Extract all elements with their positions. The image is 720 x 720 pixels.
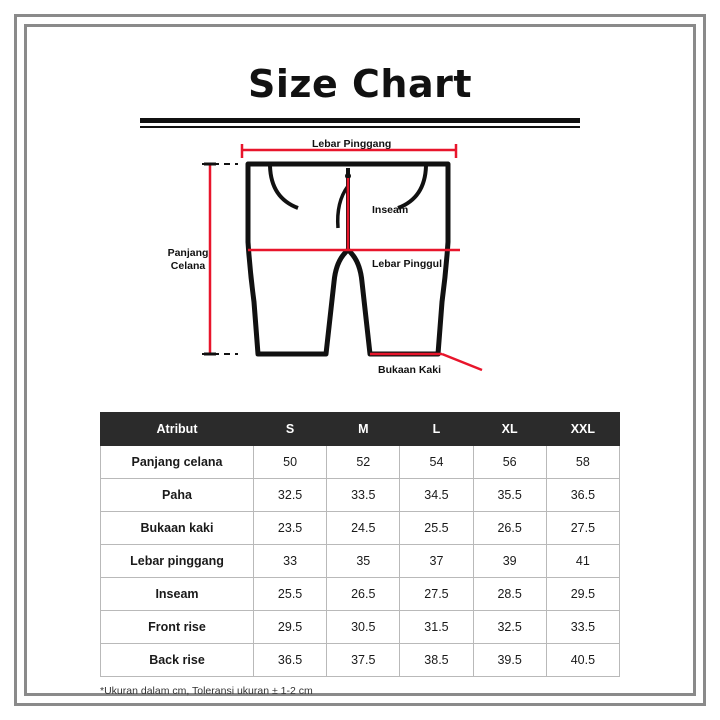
- cell-m: 24.5: [327, 512, 400, 545]
- column-header-m: M: [327, 413, 400, 446]
- column-header-xl: XL: [473, 413, 546, 446]
- leg-opening-leader: [442, 354, 482, 370]
- size-table: [100, 412, 620, 677]
- table-row: [101, 446, 620, 479]
- table-row: [101, 479, 620, 512]
- cell-xl: 32.5: [473, 611, 546, 644]
- row-label: Paha: [101, 479, 254, 512]
- cell-m: 30.5: [327, 611, 400, 644]
- cell-s: 50: [254, 446, 327, 479]
- cell-m: 33.5: [327, 479, 400, 512]
- cell-l: 37: [400, 545, 473, 578]
- cell-l: 25.5: [400, 512, 473, 545]
- row-label: Front rise: [101, 611, 254, 644]
- cell-l: 31.5: [400, 611, 473, 644]
- cell-xxl: 58: [546, 446, 619, 479]
- cell-s: 36.5: [254, 644, 327, 677]
- shorts-measurement-diagram: [40, 138, 680, 402]
- divider-thin: [140, 126, 580, 128]
- cell-xxl: 40.5: [546, 644, 619, 677]
- cell-xl: 35.5: [473, 479, 546, 512]
- cell-m: 26.5: [327, 578, 400, 611]
- table-row: [101, 644, 620, 677]
- row-label: Back rise: [101, 644, 254, 677]
- cell-l: 27.5: [400, 578, 473, 611]
- cell-xl: 39.5: [473, 644, 546, 677]
- measurement-note: *Ukuran dalam cm, Toleransi ukuran ± 1-2 cm: [100, 685, 313, 697]
- cell-xxl: 36.5: [546, 479, 619, 512]
- row-label: Inseam: [101, 578, 254, 611]
- cell-xl: 56: [473, 446, 546, 479]
- label-leg-opening: Bukaan Kaki: [378, 364, 442, 376]
- label-inseam: Inseam: [372, 204, 409, 216]
- row-label: Panjang celana: [101, 446, 254, 479]
- cell-s: 23.5: [254, 512, 327, 545]
- table-row: [101, 512, 620, 545]
- label-waist-width: Lebar Pinggang: [312, 138, 392, 150]
- column-header-xxl: XXL: [546, 413, 619, 446]
- table-row: [101, 545, 620, 578]
- cell-s: 29.5: [254, 611, 327, 644]
- column-header-l: L: [400, 413, 473, 446]
- table-row: [101, 611, 620, 644]
- column-header-attribute: Atribut: [101, 413, 254, 446]
- cell-xxl: 27.5: [546, 512, 619, 545]
- label-pants-length: Panjang Celana: [167, 247, 209, 273]
- divider-thick: [140, 118, 580, 123]
- cell-xxl: 29.5: [546, 578, 619, 611]
- cell-s: 25.5: [254, 578, 327, 611]
- cell-l: 38.5: [400, 644, 473, 677]
- cell-xxl: 41: [546, 545, 619, 578]
- table-row: [101, 578, 620, 611]
- cell-m: 35: [327, 545, 400, 578]
- page-title: Size Chart: [247, 62, 472, 106]
- cell-s: 32.5: [254, 479, 327, 512]
- cell-s: 33: [254, 545, 327, 578]
- cell-m: 37.5: [327, 644, 400, 677]
- table-header-row: [101, 413, 620, 446]
- cell-xl: 39: [473, 545, 546, 578]
- cell-m: 52: [327, 446, 400, 479]
- cell-l: 54: [400, 446, 473, 479]
- cell-l: 34.5: [400, 479, 473, 512]
- row-label: Lebar pinggang: [101, 545, 254, 578]
- title-divider: [140, 118, 580, 128]
- content-area: [40, 40, 680, 697]
- cell-xxl: 33.5: [546, 611, 619, 644]
- column-header-s: S: [254, 413, 327, 446]
- cell-xl: 28.5: [473, 578, 546, 611]
- cell-xl: 26.5: [473, 512, 546, 545]
- label-hip-width: Lebar Pinggul: [372, 258, 443, 270]
- row-label: Bukaan kaki: [101, 512, 254, 545]
